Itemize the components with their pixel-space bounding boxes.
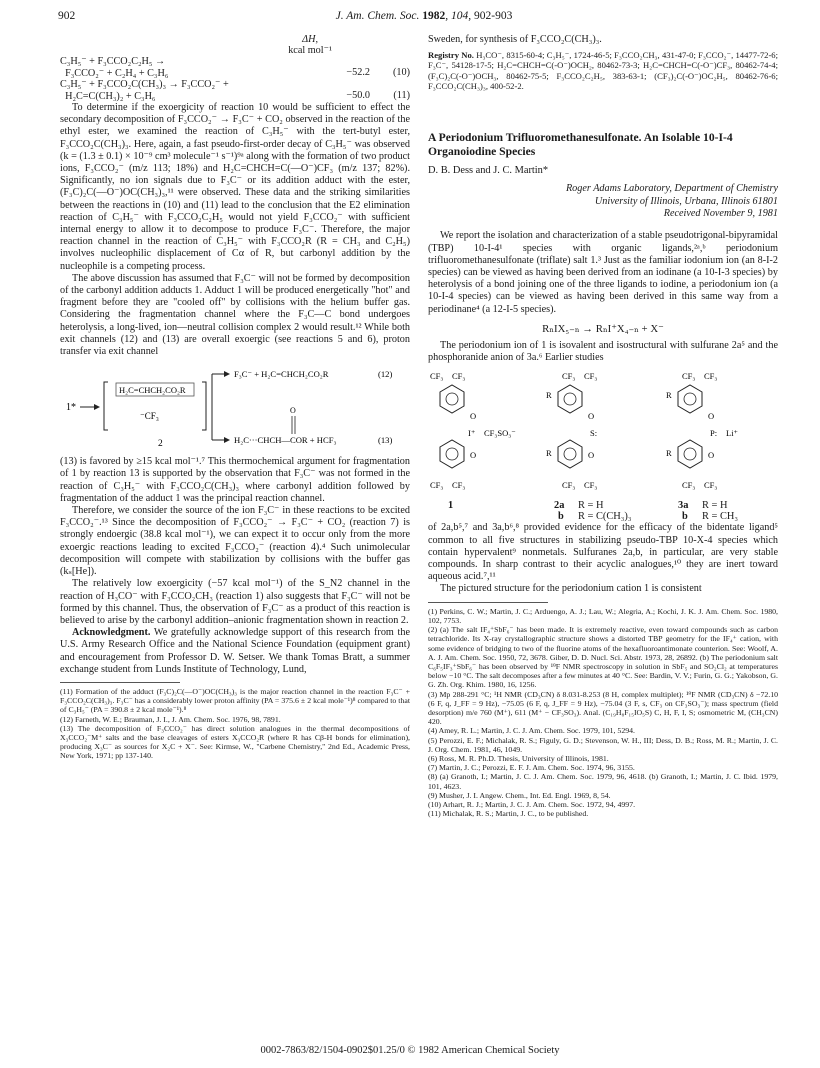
footnote-rule — [60, 682, 180, 683]
scheme-start-label: 1* — [66, 402, 76, 414]
paragraph: The periodonium ion of 1 is isovalent and isostructural with sulfurane 2a⁵ and the phosphoranide anion of 3a.⁶ Earlier studies — [428, 340, 778, 364]
paragraph: We report the isolation and characterization of a stable pseudotrigonal-bipyramidal (TBP) 10-I-4¹ species with organic ligands,²ᵃ,ᵇ periodonium trifluoromethanesulfonate (triflate) salt 1.³ Just as the familiar iodonium ion (an 8-I-2 species) can be viewed as having been derived from an iodinane (a 10-I-3 species) by heterolysis of a bond joining one of the three ligands to iodine, a periodonium ion (a 10-I-4 species) can be viewed as having been derived in this same way from a periodinane⁴ (a 12-I-5 species). — [428, 230, 778, 315]
svg-text:CF₃: CF₃ — [704, 480, 718, 491]
svg-text:O: O — [588, 450, 595, 461]
journal-citation: J. Am. Chem. Soc. 1982, 104, 902-903 — [335, 10, 513, 22]
general-equation: RₙIX₅₋ₙ → RₙI⁺X₄₋ₙ + X⁻ — [542, 322, 664, 335]
complex-neutral: H₂C=CHCH₂CO₂R — [119, 385, 186, 396]
svg-text:CF₃: CF₃ — [704, 371, 718, 382]
right-column — [428, 34, 778, 818]
structures-diagram — [428, 370, 778, 500]
svg-text:R: R — [666, 448, 672, 459]
product-13: H₂C···CHCH—COR + HCF₃ — [234, 435, 337, 446]
acknowledgment: Acknowledgment. We gratefully acknowledge support of this research from the U.S. Army Research Office and the National Science Foundation (equipment grant) and encouragement from Professor D. W. Setser. We thank Tomas Bratt, a summer exchange student from Lunds Institute of Technology, Lund, — [60, 627, 410, 675]
svg-text:O: O — [470, 411, 477, 422]
svg-text:O: O — [470, 450, 477, 461]
svg-text:O: O — [588, 411, 595, 422]
compound-2b-label: b — [558, 511, 564, 523]
compound-3b-label: b — [682, 511, 688, 523]
fragmentation-scheme — [60, 364, 410, 450]
footnote: (3) Mp 288-291 °C; ¹H NMR (CD₃CN) δ 8.031-8.253 (8 H, complex multiplet); ¹⁹F NMR (CD₃CN) δ −72.10 (6 F, q, J_FF = 9 Hz), −75.05 (6 F, q, J_FF = 9 Hz), −75.04 (3 F, s, CF₃ on CF₃SO₃⁻); mass spectrum (field desorption) m/e 760 (M⁺), 611 (M⁺ − CF₃SO₃). Anal. (C₁₉H₈F₁₅IO₅S) C, H, F, I, S; osmometric M, (CH₃CN) 420. — [428, 689, 778, 727]
footnote: (7) Martin, J. C.; Perozzi, E. F. J. Am. Chem. Soc. 1974, 96, 3155. — [428, 763, 635, 773]
paragraph: Sweden, for synthesis of F₃CCO₂C(CH₃)₃. — [428, 34, 602, 45]
product-12: F₃C⁻ + H₂C=CHCH₂CO₂R — [234, 369, 329, 380]
svg-text:O: O — [708, 450, 715, 461]
svg-text:Li⁺: Li⁺ — [726, 428, 739, 439]
svg-text:CF₃: CF₃ — [452, 480, 466, 491]
affiliation: Roger Adams Laboratory, Department of Chemistry University of Illinois, Urbana, Illinois 61801 Received November 9, 1981 — [565, 183, 778, 220]
svg-text:R: R — [546, 390, 552, 401]
svg-text:CF₃: CF₃ — [584, 480, 598, 491]
carbonyl-oxygen: O — [290, 406, 296, 416]
structure-3 — [666, 371, 739, 490]
svg-text:CF₃: CF₃ — [452, 371, 466, 382]
page-footer: 0002-7863/82/1504-0902$01.25/0 © 1982 American Chemical Society — [260, 1045, 560, 1056]
svg-text:I⁺: I⁺ — [468, 428, 476, 439]
structure-2 — [546, 371, 597, 490]
reaction-number-13: (13) — [378, 435, 393, 446]
paragraph: To determine if the exoergicity of reaction 10 would be sufficient to effect the secondary decomposition of F₃CCO₂⁻ → F₃C⁻ + CO₂ observed in the reaction of the ethyl ester, we examined the reaction of C₃H₅⁻ with the tert-butyl ester, F₃CCO₂C(CH₃)₃. Here, again, a fast pseudo-first-order decay of C₃H₅⁻ was observed (k = (1.3 ± 0.1) × 10⁻⁹ cm³ molecule⁻¹ s⁻¹)⁹ᵃ along with the formation of two product ions, F₃CCO₂⁻ (m/z 113; 18%) and H₂C=CHCH=C(—O⁻)CF₃ (m/z 137; 82%). Significantly, no ion signals due to F₃C⁻ or its addition adduct with the ester, (F₃C)₂C(—O⁻)OC(CH₃)₃,¹¹ were observed. These data and the striking similarities between the reactions in (10) and (11) lead to the conclusion that the E2 elimination reaction of C₃H₅⁻ with F₃CCO₂C₂H₅ would not yield F₃CCO₂⁻ with sufficient internal energy to allow it to decompose to produce F₃C⁻. Therefore, the major reaction channel in the reaction of C₃H₅⁻ with F₃CCO₂R (R = CH₃ and C₂H₅) involves nucleophilic displacement of Cα of R, but carbonyl addition by the nucleophile is a competing process. — [60, 102, 410, 272]
structure-1 — [430, 371, 516, 490]
svg-text:P:: P: — [710, 428, 718, 439]
compound-labels: 1 2a R = H b R = C(CH₃)₃ 3a R = H b R = CH₃ — [448, 500, 739, 523]
authors: D. B. Dess and J. C. Martin* — [428, 165, 549, 177]
footnote: (11) Formation of the adduct (F₃C)₂C(—O⁻)OC(CH₃)₃ is the major reaction channel in the reaction F₃C⁻ + F₃CCO₂C(CH₃)₃. F₃C⁻ has a considerably lower proton affinity (PA = 375.6 ± 2 kcal mole⁻¹)⁸ compared to that of C₃H₅⁻ (PA = 390.8 ± 2 kcal mole⁻¹).⁸ — [60, 686, 410, 715]
ring-top — [440, 385, 464, 413]
bracket-left — [104, 382, 108, 430]
footnote: (8) (a) Granoth, I.; Martin, J. C. J. Am. Chem. Soc. 1979, 96, 4618. (b) Granoth, I.; Martin, J. C. Ibid. 1979, 101, 4623. — [428, 772, 778, 791]
paragraph: Therefore, we consider the source of the ion F₃C⁻ in these reactions to be excited F₃CCO₂⁻.¹³ Since the decomposition of F₃CCO₂⁻ → F₃C⁻ + CO₂ (reaction 7) is strongly endoergic (38.8 kcal mol⁻¹), we can expect it to occur only from the more exoergic reactions leading to excited F₃CCO₂⁻ (reaction 4).⁴ Such unimolecular decomposition will compete with stabilization by collisions with the buffer gas (kₛ[He]). — [60, 505, 410, 578]
footnote: (13) The decomposition of F₃CCO₂⁻ has direct solution analogues in the thermal decompositions of X₃CCO₂⁻M⁺ salts and the base cleavages of esters X₃CCO₂R (where R has Cβ-H bonds for elimination), producing X₃C⁻ as sources for X₂C + X⁻. See: Kirmse, W., "Carbene Chemistry," 2nd Ed., Academic Press, New York, 1971; pp 137-140. — [60, 723, 410, 761]
svg-text:CF₃SO₃⁻: CF₃SO₃⁻ — [484, 428, 516, 439]
acknowledgment-heading: Acknowledgment. — [72, 627, 151, 639]
footnote: (12) Farneth, W. E.; Brauman, J. I., J. Am. Chem. Soc. 1976, 98, 7891. — [60, 714, 281, 724]
registry-numbers: Registry No. H₃CO⁻, 8315-60-4; C₃H₅⁻, 1724-46-5; F₃CCO₂CH₃, 431-47-0; F₃CCO₂⁻, 14477-72-6; F₃C⁻, 54128-17-5; H₂C=CHCH=C(-O⁻)OCH₂, 80462-73-3; H₂C=CHCH=C(-O⁻)CF₃, 80462-74-4; (F₃C)₂C(-O⁻)OCH₃, 80462-75-5; F₃CCO₂C₂H₅, 383-63-1; (CF₃)₂C(-O⁻)OC₂H₅, 80462-76-6; F₃CCO₂C(CH₃)₃, 400-52-2. — [428, 50, 778, 91]
footnote: (10) Arhart, R. J.; Martin, J. C. J. Am. Chem. Soc. 1972, 94, 4997. — [428, 799, 636, 809]
compound-3a-label: 3a — [678, 500, 689, 512]
paragraph: The above discussion has assumed that F₃C⁻ will not be formed by decomposition of the carbonyl addition adducts 1. Adduct 1 will be produced energetically "hot" and fragment before they are "cooled off" by collisions with the helium buffer gas. Considering the fragmentation channel where the F₃C—C bond undergoes heterolysis, a long-lived, ion—neutral collision complex 2 would result.¹² While both exit channels (12) and (13) are overall exoergic (see reactions 5 and 6), proton transfer via exit channel — [60, 272, 410, 358]
footnote: (4) Amey, R. L.; Martin, J. C. J. Am. Chem. Soc. 1979, 101, 5294. — [428, 726, 635, 736]
footnote: (6) Ross, M. R. Ph.D. Thesis, University of Illinois, 1981. — [428, 753, 609, 763]
enthalpy-header: ΔH, kcal mol⁻¹ — [288, 34, 332, 56]
reaction-10: C₃H₅⁻ + F₃CCO₂C₂H₅ → F₃CCO₂⁻ + C₂H₄ + C₃H₆ −52.2 (10) — [60, 56, 410, 79]
footnote: (9) Musher, J. I. Angew. Chem., Int. Ed. Engl. 1969, 8, 54. — [428, 790, 611, 800]
footnote: (5) Perozzi, E. F.; Michalak, R. S.; Figuly, G. D.; Stevenson, W. H., III; Dess, D. B.; Ross, M. R.; Martin, J. C. J. Org. Chem. 1981, 46, 1049. — [428, 735, 778, 754]
complex-label: 2 — [158, 439, 163, 450]
reaction-number-12: (12) — [378, 369, 393, 380]
svg-text:CF₃: CF₃ — [430, 480, 444, 491]
svg-text:CF₃: CF₃ — [562, 371, 576, 382]
complex-anion: ⁻CF₃ — [140, 411, 159, 422]
svg-text:CF₃: CF₃ — [562, 480, 576, 491]
running-header — [58, 10, 790, 26]
compound-2a-label: 2a — [554, 500, 565, 512]
paragraph: The pictured structure for the periodonium cation 1 is consistent — [440, 583, 702, 595]
left-column — [60, 34, 410, 761]
footnote: (2) (a) The salt IF₄⁺SbF₆⁻ has been made. It is extremely reactive, even toward compounds such as carbon tetrachloride. Its X-ray crystallographic structure shows a distorted TBP geometry for the IF₄⁺ cation, with some evidence of bridging to two of the fluorine atoms of the hexafluoroantimonate counterion. See: Woolf, A. A. J. Am. Chem. Soc. 1950, 72, 3678. Giber, D. D. Nucl. Sci. Abstr. 1973, 28, 26892. (b) The periodonium salt C₆F₅IF₃⁺SbF₆⁻ has been observed by ¹⁹F NMR spectroscopy in solution in SbF₅ and SO₂Cl₂ at temperatures below −10 °C. The salt decomposes after a few minutes at 40 °C. See: Bardin, V. V.; Furin, G. G.; Yakobson, G. G. Zh. Org. Khim. 1980, 16, 1256. — [428, 625, 778, 690]
arrowhead-12 — [224, 371, 230, 377]
svg-text:CF₃: CF₃ — [584, 371, 598, 382]
footnote-rule — [428, 602, 548, 603]
svg-text:CF₃: CF₃ — [682, 480, 696, 491]
page-number: 902 — [58, 10, 76, 22]
svg-text:O: O — [708, 411, 715, 422]
structures-figure — [428, 370, 778, 500]
svg-text:CF₃: CF₃ — [682, 371, 696, 382]
paragraph: of 2a,b⁵,⁷ and 3a,b⁶,⁸ provided evidence for the efficacy of the bidentate ligand⁵ common to all five structures in stabilizing pseudo-TBP 10-X-4 species which contain hypervalent⁹ nonmetals. Sulfuranes 2a,b, in particular, are very stable compounds. In sharp contrast to their acyclic analogues,¹⁰ they are inert toward aqueous acid.⁷,¹¹ — [428, 522, 778, 583]
svg-text:S:: S: — [590, 428, 598, 439]
arrowhead-13 — [224, 437, 230, 443]
svg-text:R: R — [546, 448, 552, 459]
bracket-right — [202, 382, 206, 430]
paragraph: The relatively low exoergicity (−57 kcal mol⁻¹) of the S_N2 channel in the reaction of H₃CO⁻ with F₃CCO₂CH₃ (reaction 1) also suggests that F₃C⁻ will not be formed by this channel. Thus, the observation of F₃C⁻ as a product of this reaction is believed to arise by the carbonyl addition–anionic fragmentation shown in reaction 2. — [60, 578, 410, 626]
paragraph: (13) is favored by ≥15 kcal mol⁻¹.⁷ This thermochemical argument for fragmentation of 1 by reaction 13 is supported by the observation that F₃C⁻ was not formed in the reaction of C₃H₅⁻ with F₃CCO₂C(CH₃)₃ where carbonyl addition followed by fragmentation of the adduct 1 was the principal reaction channel. — [60, 456, 410, 504]
reaction-11: C₃H₅⁻ + F₃CCO₂C(CH₃)₃ → F₃CCO₂⁻ + H₂C=C(CH₃)₂ + C₃H₆ −50.0 (11) — [60, 79, 410, 102]
footnote: (11) Michalak, R. S.; Martin, J. C., to be published. — [428, 809, 589, 819]
svg-text:CF₃: CF₃ — [430, 371, 444, 382]
compound-1-label: 1 — [448, 500, 454, 512]
ring-bottom — [440, 440, 464, 468]
scheme-diagram — [60, 364, 410, 450]
footnote: (1) Perkins, C. W.; Martin, J. C.; Arduengo, A. J.; Lau, W.; Alegria, A.; Kochi, J. K. J. Am. Chem. Soc. 1980, 102, 7753. — [428, 606, 778, 625]
svg-text:R: R — [666, 390, 672, 401]
scheme-arrowhead — [94, 404, 100, 410]
article-title: A Periodonium Trifluoromethanesulfonate. An Isolable 10-I-4 Organoiodine Species — [428, 131, 733, 158]
